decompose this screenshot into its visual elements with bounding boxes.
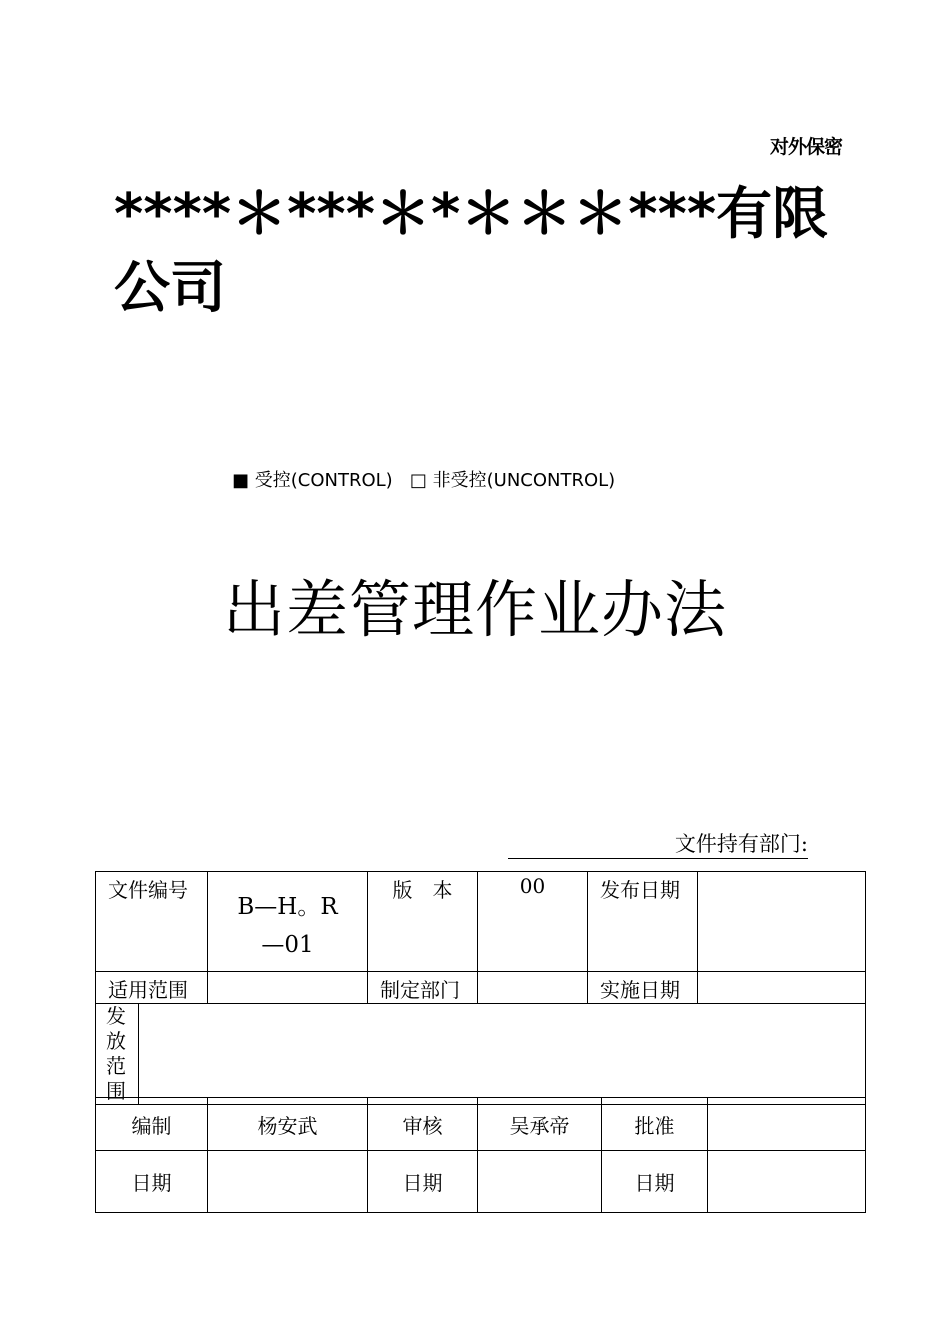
uncontrolled-checkbox: □ xyxy=(409,470,427,491)
approved-date-value xyxy=(708,1151,866,1213)
version-value: 00 xyxy=(478,872,588,972)
holder-department-line xyxy=(508,830,808,859)
doc-no-value-line2: —01 xyxy=(261,932,314,958)
distribution-label: 发放范围 xyxy=(96,1004,139,1104)
reviewed-label: 审核 xyxy=(368,1098,478,1151)
dept-label: 制定部门 xyxy=(368,972,478,1004)
impl-date-label: 实施日期 xyxy=(588,972,698,1004)
reviewed-date-label: 日期 xyxy=(368,1151,478,1213)
distribution-row xyxy=(96,1004,866,1105)
impl-date-value xyxy=(698,972,866,1004)
control-status xyxy=(232,466,615,492)
reviewed-date-value xyxy=(478,1151,602,1213)
version-label: 版 本 xyxy=(368,872,478,972)
doc-no-value-line1: B—H。R xyxy=(237,894,338,920)
dept-value xyxy=(478,972,588,1004)
doc-no-value xyxy=(208,872,368,972)
prepared-by: 杨安武 xyxy=(208,1098,368,1151)
approved-date-label: 日期 xyxy=(602,1151,708,1213)
release-date-label: 发布日期 xyxy=(588,872,698,972)
document-info-table xyxy=(95,871,866,1105)
uncontrolled-label: 非受控(UNCONTROL) xyxy=(432,470,616,491)
reviewed-by: 吴承帝 xyxy=(478,1098,602,1151)
confidential-label: 对外保密 xyxy=(769,136,842,158)
approved-label: 批准 xyxy=(602,1098,708,1151)
prepared-label: 编制 xyxy=(96,1098,208,1151)
doc-no-label: 文件编号 xyxy=(96,872,208,972)
approved-by xyxy=(708,1098,866,1151)
release-date-value xyxy=(698,872,866,972)
signature-table xyxy=(95,1097,866,1213)
scope-value xyxy=(208,972,368,1004)
prepared-date-value xyxy=(208,1151,368,1213)
distribution-value xyxy=(139,1004,865,1104)
document-title: 出差管理作业办法 xyxy=(222,573,727,646)
company-name: ****＊***＊*＊＊＊***有限公司 xyxy=(114,182,829,321)
prepared-date-label: 日期 xyxy=(96,1151,208,1213)
holder-department-label: 文件持有部门: xyxy=(674,832,808,856)
scope-label: 适用范围 xyxy=(96,972,208,1004)
controlled-checkbox: ■ xyxy=(232,470,250,491)
controlled-label: 受控(CONTROL) xyxy=(254,470,393,491)
